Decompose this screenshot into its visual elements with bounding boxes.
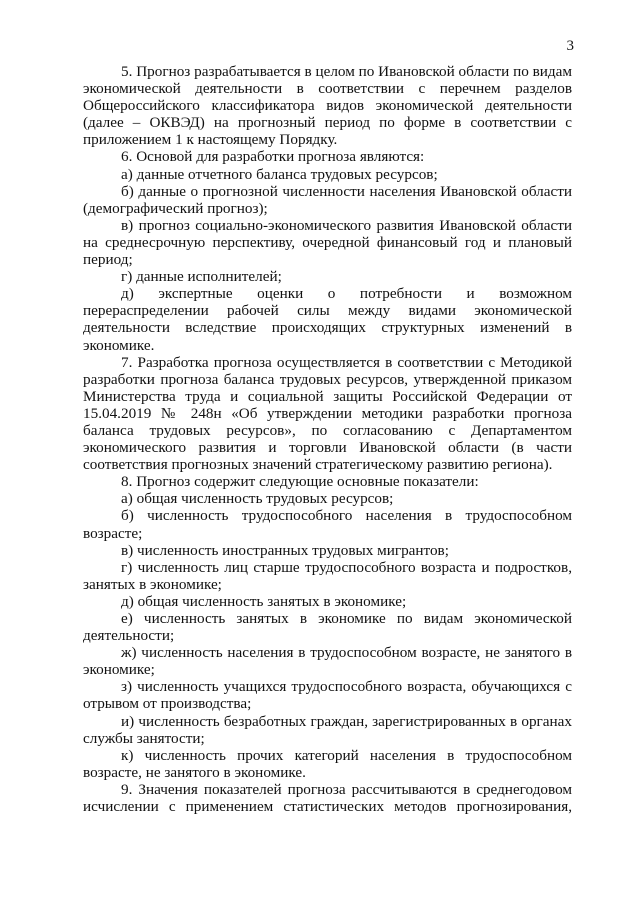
page-number: 3	[566, 38, 574, 54]
text-line: в) численность иностранных трудовых мигрантов;	[121, 541, 449, 559]
text-line: б) данные о прогнозной численности населения Ивановской области	[121, 182, 572, 200]
text-line: 9. Значения показателей прогноза рассчитываются в среднегодовом	[121, 780, 572, 798]
text-line: в) прогноз социально-экономического развития Ивановской области	[121, 216, 572, 234]
text-line: и) численность безработных граждан, зарегистрированных в органах	[121, 712, 572, 730]
text-line: на среднесрочную перспективу, очередной финансовый год и плановый	[83, 233, 572, 251]
text-line: (далее – ОКВЭД) на прогнозный период по форме в соответствии с	[83, 114, 572, 132]
text-line: (демографический прогноз);	[83, 199, 268, 217]
text-line: деятельности;	[83, 627, 175, 645]
text-line: г) численность лиц старше трудоспособного возраста и подростков,	[121, 558, 572, 576]
text-line: возрасте, не занятого в экономике.	[83, 763, 306, 781]
text-line: е) численность занятых в экономике по видам экономической	[121, 610, 572, 627]
text-line: а) общая численность трудовых ресурсов;	[121, 490, 394, 508]
text-line: экономической деятельности в соответствии с перечнем разделов	[83, 80, 572, 98]
text-line: экономике;	[83, 661, 155, 679]
text-line: исчислении с применением статистических методов прогнозирования,	[83, 798, 572, 816]
text-line: отрывом от производства;	[83, 695, 252, 713]
text-line: соответствия прогнозных значений стратегическому развитию региона).	[83, 456, 553, 474]
text-line: службы занятости;	[83, 729, 205, 747]
text-line: 5. Прогноз разрабатывается в целом по Ивановской области по видам	[121, 63, 572, 80]
text-line: экономического развития и торговли Ивановской области (в части	[83, 439, 572, 457]
text-line: ж) численность населения в трудоспособном возрасте, не занятого в	[121, 644, 572, 662]
text-line: приложением 1 к настоящему Порядку.	[83, 131, 338, 149]
document-body	[83, 63, 572, 815]
text-line: 8. Прогноз содержит следующие основные показатели:	[121, 473, 479, 491]
text-line: д) общая численность занятых в экономике;	[121, 592, 407, 610]
text-line: 15.04.2019 № 248н «Об утверждении методики разработки прогноза	[83, 404, 572, 422]
text-line: з) численность учащихся трудоспособного возраста, обучающихся с	[121, 678, 572, 696]
text-line: Министерства труда и социальной защиты Российской Федерации от	[83, 387, 572, 405]
text-line: б) численность трудоспособного населения в трудоспособном	[121, 507, 572, 525]
text-line: 7. Разработка прогноза осуществляется в соответствии с Методикой	[121, 353, 572, 371]
text-line: возрасте;	[83, 524, 143, 542]
text-line: г) данные исполнителей;	[121, 268, 282, 286]
text-line: д) экспертные оценки о потребности и возможном	[121, 285, 572, 303]
text-line: экономике.	[83, 336, 155, 354]
text-line: 6. Основой для разработки прогноза являются:	[121, 148, 425, 166]
text-line: перераспределении рабочей силы между видами экономической	[83, 302, 572, 320]
text-line: Общероссийского классификатора видов экономической деятельности	[83, 97, 572, 115]
text-line: разработки прогноза баланса трудовых ресурсов, утвержденной приказом	[83, 370, 572, 388]
text-line: занятых в экономике;	[83, 575, 222, 593]
text-line: а) данные отчетного баланса трудовых ресурсов;	[121, 165, 438, 183]
text-line: к) численность прочих категорий населения в трудоспособном	[121, 746, 572, 764]
text-line: деятельности вследствие происходящих структурных изменений в	[83, 319, 572, 337]
text-line: период;	[83, 251, 133, 269]
text-line: баланса трудовых ресурсов», по согласованию с Департаментом	[83, 421, 572, 439]
